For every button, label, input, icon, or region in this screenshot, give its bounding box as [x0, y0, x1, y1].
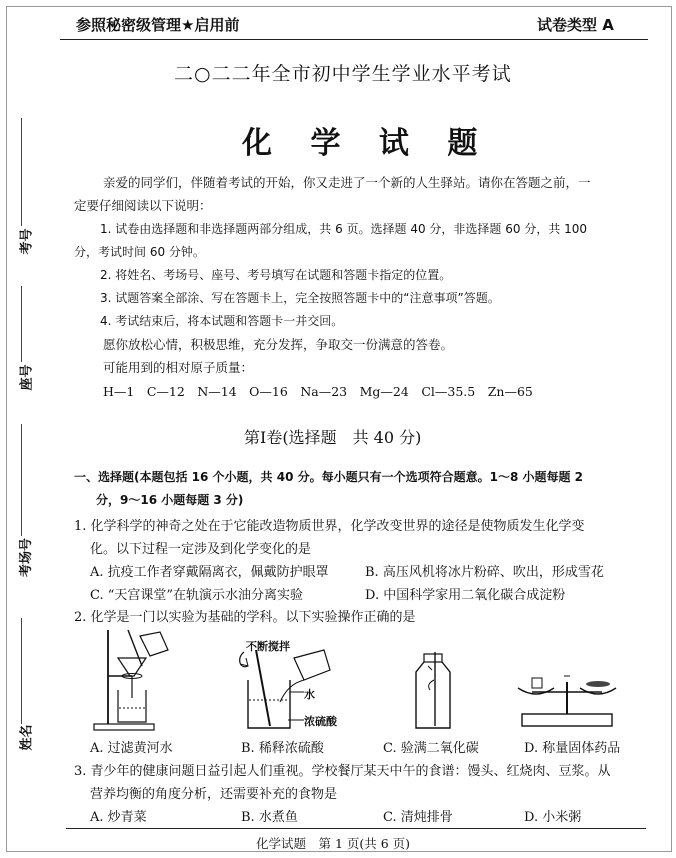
wish-text: 愿你放松心情，积极思维，充分发挥，争取交一份满意的答卷。: [103, 337, 454, 352]
filtration-apparatus: [88, 628, 188, 732]
instruction-2: 2. 将姓名、考场号、座号、考号填写在试题和答题卡指定的位置。: [100, 268, 452, 282]
balance-apparatus: [512, 658, 622, 730]
label-conc-acid: 浓硫酸: [304, 715, 337, 728]
section-intro-1: 一、选择题(本题包括 16 个小题，共 40 分。每小题只有一个选项符合题意。1～8 小题每题 2: [74, 470, 584, 484]
q3-option-d: D. 小米粥: [524, 810, 582, 825]
instruction-4: 4. 考试结束后，将本试题和答题卡一并交回。: [100, 314, 344, 328]
header-rule: [60, 39, 648, 40]
q1-stem-1: 1. 化学科学的神奇之处在于它能改造物质世界，化学改变世界的途径是使物质发生化学变: [74, 519, 585, 534]
q3-option-c: C. 清炖排骨: [383, 810, 453, 825]
q3-stem-2: 营养均衡的角度分析，还需要补充的食物是: [90, 787, 338, 802]
q3-option-b: B. 水煮鱼: [241, 810, 298, 825]
page-footer: 化学试题 第 1 页(共 6 页): [256, 836, 411, 851]
q2-option-b: B. 稀释浓硫酸: [241, 741, 324, 756]
q2-option-d: D. 称量固体药品: [524, 741, 621, 756]
q3-stem-1: 3. 青少年的健康问题日益引起人们重视。学校餐厅某天中午的食谱：馒头、红烧肉、豆浆。从: [74, 764, 611, 779]
q1-stem-2: 化。以下过程一定涉及到化学变化的是: [90, 542, 312, 557]
footer-rule: [66, 828, 646, 829]
q2-option-c: C. 验满二氧化碳: [383, 741, 479, 756]
label-water: 水: [304, 688, 315, 701]
subject-title: 化 学 试 题: [242, 126, 492, 161]
intro-line-2: 定要仔细阅读以下说明：: [74, 198, 212, 213]
name-label: 姓名: [19, 724, 35, 751]
q1-option-c: C. “天宫课堂”在轨演示水油分离实验: [90, 588, 304, 603]
paper-type-label: 试卷类型 A: [537, 16, 614, 34]
binding-line: [21, 424, 22, 536]
intro-line-1: 亲爱的同学们，伴随着考试的开始，你又走进了一个新的人生驿站。请你在答题之前，一: [103, 175, 591, 190]
exam-number-label: 考号: [19, 228, 35, 255]
q2-option-a: A. 过滤黄河水: [90, 741, 173, 756]
seat-number-label: 座号: [19, 364, 35, 391]
q1-option-d: D. 中国科学家用二氧化碳合成淀粉: [365, 588, 566, 603]
instruction-3: 3. 试题答案全部涂、写在答题卡上，完全按照答题卡中的“注意事项”答题。: [100, 291, 500, 305]
binding-line: [21, 618, 22, 724]
binding-line: [21, 286, 22, 362]
section-title: 第Ⅰ卷(选择题 共 40 分): [244, 428, 422, 447]
exam-title: 二○二二年全市初中学生学业水平考试: [174, 63, 512, 85]
section-intro-2: 分，9～16 小题每题 3 分): [96, 493, 244, 507]
instruction-1a: 1. 试卷由选择题和非选择题两部分组成，共 6 页。选择题 40 分，非选择题 60 分，共 100: [100, 222, 588, 236]
gas-bottle-apparatus: [404, 650, 464, 730]
binding-line: [21, 118, 22, 226]
atomic-mass-label: 可能用到的相对原子质量：: [103, 360, 254, 375]
confidential-label: 参照秘密级管理★启用前: [76, 16, 240, 34]
q1-option-a: A. 抗疫工作者穿戴隔离衣，佩戴防护眼罩: [90, 565, 329, 580]
q3-option-a: A. 炒青菜: [90, 810, 147, 825]
label-stir: 不断搅拌: [246, 640, 290, 653]
q2-stem: 2. 化学是一门以实验为基础的学科。以下实验操作正确的是: [74, 610, 416, 625]
exam-room-label: 考场号: [19, 537, 35, 578]
instruction-1b: 分，考试时间 60 分钟。: [74, 245, 205, 259]
q1-option-b: B. 高压风机将冰片粉碎、吹出，形成雪花: [365, 565, 604, 580]
atomic-mass-values: H—1 C—12 N—14 O—16 Na—23 Mg—24 Cl—35.5 Zn—65: [103, 384, 533, 399]
